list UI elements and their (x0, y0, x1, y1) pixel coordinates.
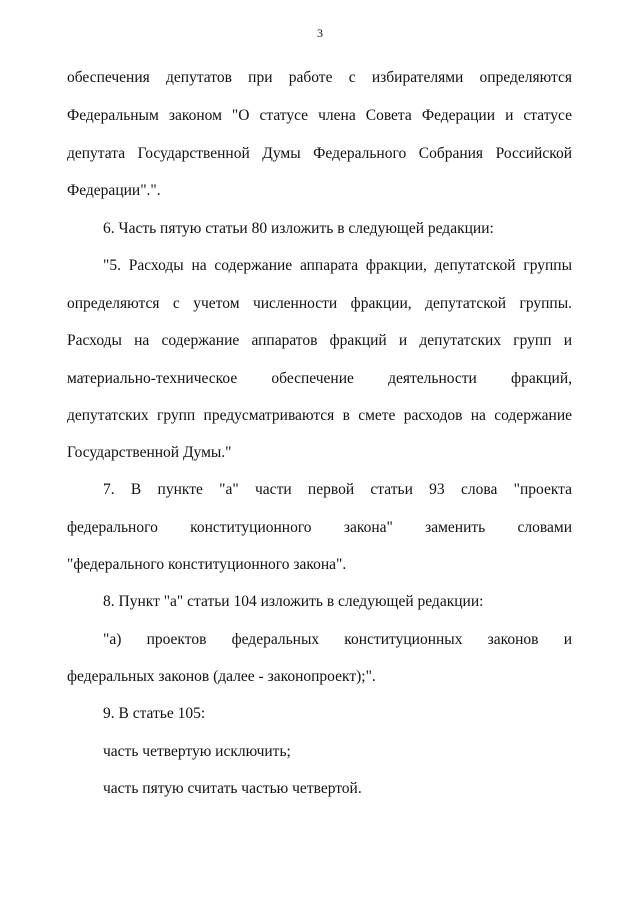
text-line: 6. Часть пятую статьи 80 изложить в следующей редакции: (103, 220, 494, 237)
text-line: 9. В статье 105: (103, 705, 206, 722)
text-line: Расходы на содержание аппаратов фракций и депутатских групп и (67, 332, 572, 349)
text-line: 7. В пункте "а" части первой статьи 93 слова "проекта (103, 481, 572, 498)
text-line: федерального конституционного закона" заменить словами (67, 519, 572, 536)
text-line: часть пятую считать частью четвертой. (103, 780, 362, 797)
text-line: "а) проектов федеральных конституционных законов и (103, 631, 572, 648)
text-line: обеспечения депутатов при работе с избирателями определяются (67, 69, 572, 86)
text-line: "федерального конституционного закона". (67, 556, 347, 573)
page-number: 3 (317, 26, 323, 40)
text-line: депутата Государственной Думы Федерального Собрания Российской (67, 145, 572, 162)
text-line: 8. Пункт "а" статьи 104 изложить в следующей редакции: (103, 593, 484, 610)
text-line: Федерации".". (67, 182, 161, 199)
text-line: Государственной Думы." (67, 444, 232, 461)
text-line: материально-техническое обеспечение деятельности фракций, (67, 370, 572, 387)
text-line: часть четвертую исключить; (103, 743, 291, 760)
text-line: Федеральным законом "О статусе члена Совета Федерации и статусе (67, 107, 572, 124)
text-line: депутатских групп предусматриваются в смете расходов на содержание (67, 407, 572, 424)
text-line: федеральных законов (далее - законопроект);". (67, 668, 376, 685)
text-line: определяются с учетом численности фракции, депутатской группы. (67, 295, 572, 312)
text-line: "5. Расходы на содержание аппарата фракции, депутатской группы (103, 257, 572, 274)
